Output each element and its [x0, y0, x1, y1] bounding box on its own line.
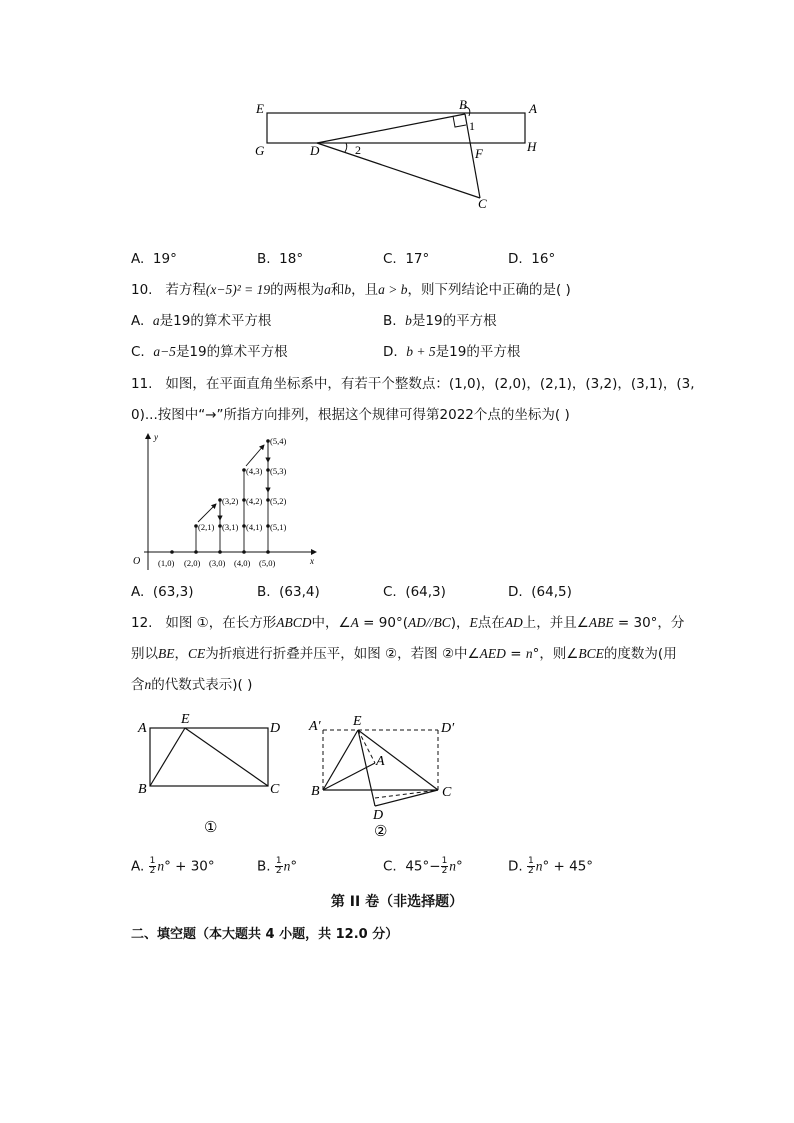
q11-option-c: C. (64,3)	[383, 584, 446, 600]
label-B: B	[459, 97, 467, 112]
q12-stem-line3: 含n的代数式表示)( )	[131, 677, 253, 693]
fraction: $\frac{1}{2}$	[149, 856, 156, 876]
point-3-2: (3,2)	[222, 496, 239, 506]
label-A: A	[376, 754, 385, 769]
fraction: $\frac{1}{2}$	[275, 856, 282, 876]
label-A: A	[138, 721, 147, 736]
label-E: E	[181, 712, 190, 727]
q12-option-d: D. $\frac{1}{2}$ n° + 45°	[508, 856, 594, 876]
label-A: A	[529, 101, 537, 116]
q10-option-c: C. a−5是19的算术平方根	[131, 344, 288, 360]
q11-coordinate-graph	[130, 430, 330, 575]
fraction: $\frac{1}{2}$	[527, 856, 534, 876]
fraction: $\frac{1}{2}$	[441, 856, 448, 876]
q11-stem-line2: 0)...按图中“→”所指方向排列，根据这个规律可得第2022个点的坐标为( )	[131, 407, 570, 423]
q11-option-d: D. (64,5)	[508, 584, 572, 600]
xlabel-2: (2,0)	[184, 558, 201, 568]
right-angle-mark	[453, 116, 466, 127]
q12-figure-1-svg	[130, 708, 290, 838]
origin-label: O	[133, 556, 141, 567]
q10-option-b: B. b是19的平方根	[383, 313, 497, 329]
q9-option-d: D. 16°	[508, 251, 556, 267]
segment-EC	[185, 728, 268, 786]
xlabel-1: (1,0)	[158, 558, 175, 568]
point-5-2: (5,2)	[270, 496, 287, 506]
q9-option-b: B. 18°	[257, 251, 304, 267]
q10-option-a: A. a是19的算术平方根	[131, 313, 272, 329]
point-4-3: (4,3)	[246, 466, 263, 476]
q9-figure-svg	[250, 95, 550, 215]
label-E: E	[353, 714, 362, 729]
label-A-prime: A′	[309, 719, 321, 734]
label-F: F	[475, 146, 483, 161]
angle2-arc	[345, 143, 347, 152]
label-C: C	[478, 196, 487, 211]
q11-graph-svg	[130, 430, 330, 575]
part-title: 二、填空题（本大题共 4 小题，共 12.0 分）	[131, 927, 399, 942]
point-5-3: (5,3)	[270, 466, 287, 476]
label-C: C	[270, 782, 280, 797]
volume-title: 第 II 卷（非选择题）	[330, 894, 464, 910]
q9-figure	[250, 95, 550, 215]
caption-1: ①	[204, 820, 218, 836]
label-B: B	[138, 782, 147, 797]
q12-stem-line1: 12. 如图 ①，在长方形ABCD中，∠A = 90°(AD//BC)，E点在AD上，并且∠ABE = 30°，分	[131, 615, 685, 631]
label-angle1: 1	[469, 119, 475, 133]
xlabel-4: (4,0)	[234, 558, 251, 568]
point-4-2: (4,2)	[246, 496, 263, 506]
label-C: C	[442, 785, 452, 800]
q12-option-b: B. $\frac{1}{2}$ n°	[257, 856, 298, 876]
point-3-1: (3,1)	[222, 522, 239, 532]
segment-DC	[317, 143, 480, 198]
label-H: H	[527, 139, 537, 154]
q9-option-a: A. 19°	[131, 251, 177, 267]
label-D-prime: D′	[441, 721, 455, 736]
point-2-1: (2,1)	[198, 522, 215, 532]
point-5-4: (5,4)	[270, 436, 287, 446]
q12-figure-2-svg	[305, 708, 465, 843]
label-E: E	[256, 101, 264, 116]
xlabel-3: (3,0)	[209, 558, 226, 568]
segment-DC	[375, 790, 438, 806]
label-D: D	[373, 808, 384, 823]
label-D: D	[270, 721, 281, 736]
q12-option-a: A. $\frac{1}{2}$ n° + 30°	[131, 856, 215, 876]
q12-stem-line2: 别以BE，CE为折痕进行折叠并压平，如图 ②，若图 ②中∠AED = n°，则∠BCE的度数为(用	[131, 646, 677, 662]
label-B: B	[311, 784, 320, 799]
xlabel-5: (5,0)	[259, 558, 276, 568]
y-axis-label: y	[154, 432, 158, 442]
q12-option-c: C. 45°− $\frac{1}{2}$ n°	[383, 856, 463, 876]
q11-stem-line1: 11. 如图，在平面直角坐标系中，有若干个整数点：(1,0)，(2,0)，(2,1)，(3,2)，(3,1)，(3,	[131, 376, 695, 392]
q11-option-a: A. (63,3)	[131, 584, 194, 600]
q10-option-d: D. b + 5是19的平方根	[383, 344, 521, 360]
label-D: D	[310, 143, 320, 158]
q12-figure-2	[305, 708, 465, 843]
label-angle2: 2	[355, 143, 361, 157]
q11-option-b: B. (63,4)	[257, 584, 320, 600]
label-G: G	[255, 143, 265, 158]
segment-BE	[150, 728, 185, 786]
point-5-1: (5,1)	[270, 522, 287, 532]
point-4-1: (4,1)	[246, 522, 263, 532]
segment-DB	[317, 114, 465, 143]
caption-2: ②	[374, 824, 388, 840]
diag-arrow-2	[246, 445, 264, 466]
x-axis-label: x	[310, 556, 314, 566]
q10-stem: 10. 若方程(x−5)² = 19的两根为a和b，且a > b，则下列结论中正确的是( )	[131, 282, 571, 298]
diag-arrow-1	[198, 504, 216, 522]
q9-option-c: C. 17°	[383, 251, 430, 267]
q12-figure-1	[130, 708, 290, 838]
